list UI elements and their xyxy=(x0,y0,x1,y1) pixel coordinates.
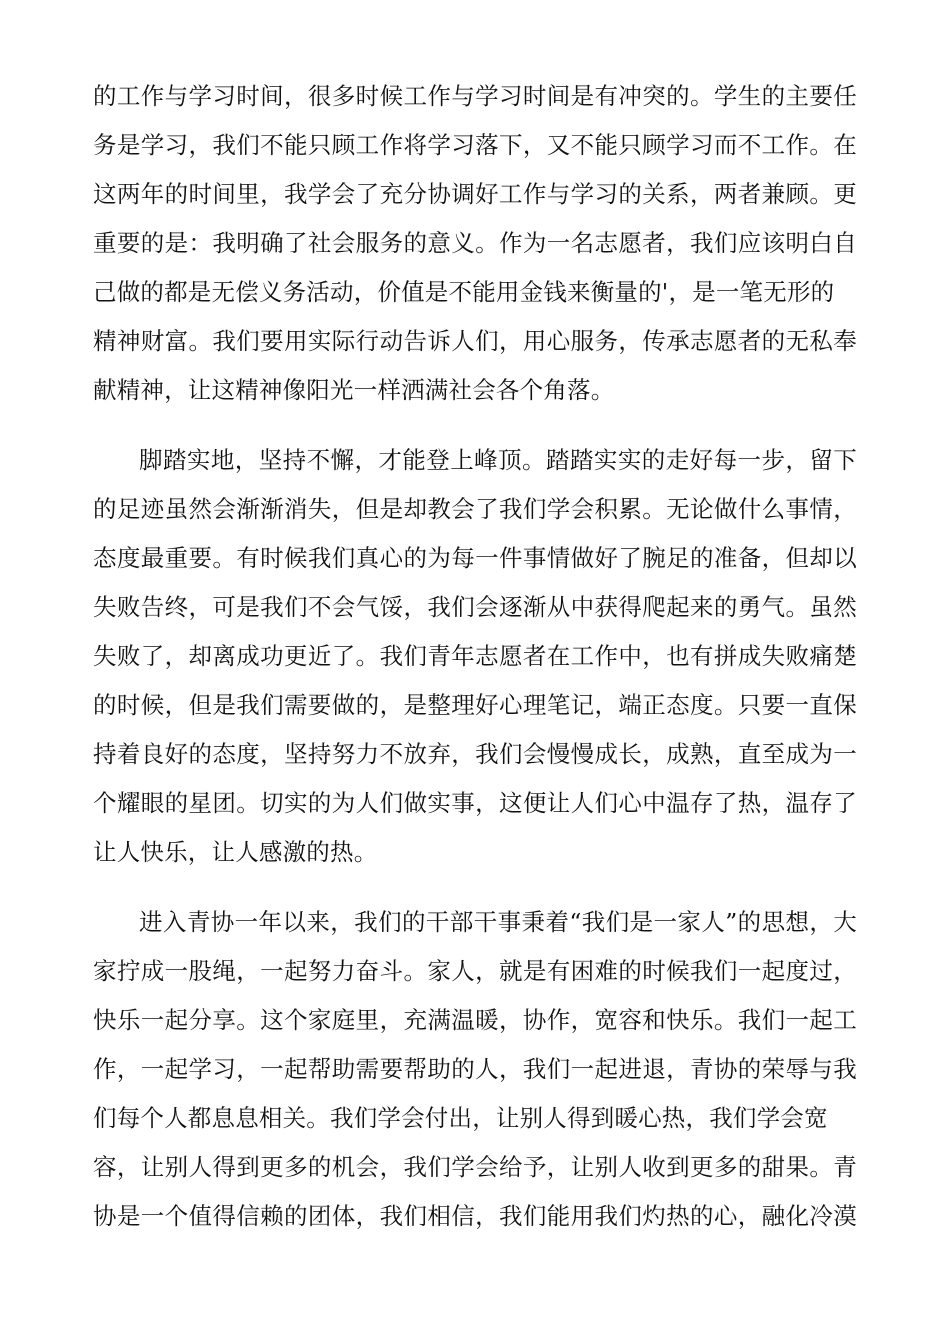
text-line: 失败了，却离成功更近了。我们青年志愿者在工作中，也有拼成失败痛楚 xyxy=(93,642,857,670)
text-line: 重要的是：我明确了社会服务的意义。作为一名志愿者，我们应该明白自 xyxy=(93,229,857,257)
text-line: 精神财富。我们要用实际行动告诉人们，用心服务，传承志愿者的无私奉 xyxy=(93,327,857,355)
text-line: 容，让别人得到更多的机会，我们学会给予，让别人收到更多的甜果。青 xyxy=(93,1153,857,1181)
text-line: 务是学习，我们不能只顾工作将学习落下，又不能只顾学习而不工作。在 xyxy=(93,131,857,159)
paragraph-first-line: 进入青协一年以来，我们的干部干事秉着“我们是一家人”的思想，大 xyxy=(139,908,857,936)
text-line: 家拧成一股绳，一起努力奋斗。家人，就是有困难的时候我们一起度过， xyxy=(93,957,857,985)
text-line: 持着良好的态度，坚持努力不放弃，我们会慢慢成长，成熟，直至成为一 xyxy=(93,740,857,768)
text-line: 的工作与学习时间，很多时候工作与学习时间是有冲突的。学生的主要任 xyxy=(93,82,857,110)
text-line: 态度最重要。有时候我们真心的为每一件事情做好了腕足的准备，但却以 xyxy=(93,544,857,572)
text-line: 个耀眼的星团。切实的为人们做实事，这便让人们心中温存了热，温存了 xyxy=(93,789,857,817)
text-line: 作，一起学习，一起帮助需要帮助的人，我们一起进退，青协的荣辱与我 xyxy=(93,1055,857,1083)
text-line: 这两年的时间里，我学会了充分协调好工作与学习的关系，两者兼顾。更 xyxy=(93,180,857,208)
text-line: 献精神，让这精神像阳光一样洒满社会各个角落。 xyxy=(93,376,615,404)
text-line: 快乐一起分享。这个家庭里，充满温暖，协作，宽容和快乐。我们一起工 xyxy=(93,1006,857,1034)
text-line: 己做的都是无偿义务活动，价值是不能用金钱来衡量的'，是一笔无形的 xyxy=(93,278,835,306)
text-line: 的时候，但是我们需要做的，是整理好心理笔记，端正态度。只要一直保 xyxy=(93,691,857,719)
text-line: 协是一个值得信赖的团体，我们相信，我们能用我们灼热的心，融化冷漠 xyxy=(93,1202,857,1230)
text-line: 失败告终，可是我们不会气馁，我们会逐渐从中获得爬起来的勇气。虽然 xyxy=(93,593,857,621)
text-line: 的足迹虽然会渐渐消失，但是却教会了我们学会积累。无论做什么事情， xyxy=(93,495,857,523)
text-line: 们每个人都息息相关。我们学会付出，让别人得到暖心热，我们学会宽 xyxy=(93,1104,828,1132)
paragraph-first-line: 脚踏实地，坚持不懈，才能登上峰顶。踏踏实实的走好每一步，留下 xyxy=(139,446,857,474)
text-line: 让人快乐，让人感激的热。 xyxy=(93,838,378,866)
